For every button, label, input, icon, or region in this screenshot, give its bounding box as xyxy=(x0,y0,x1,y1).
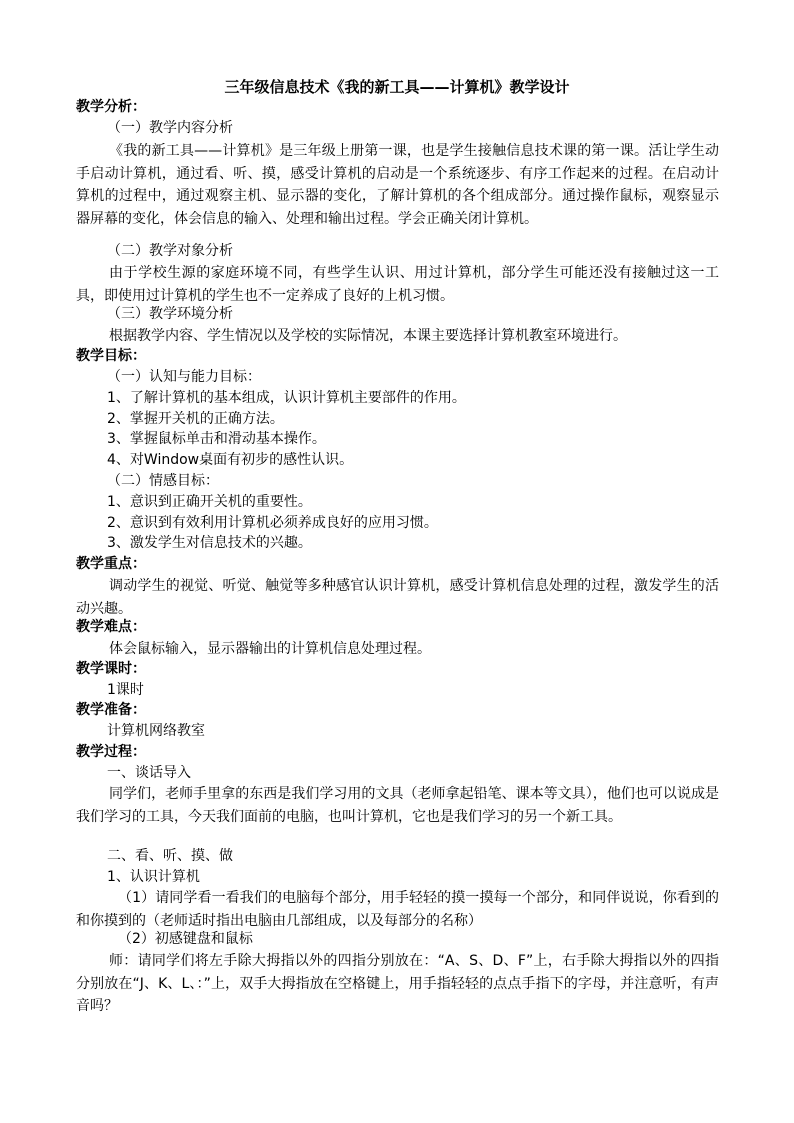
paragraph-step-2-1: （1）请同学看一看我们的电脑每个部分，用手轻轻的摸一摸每一个部分，和同伴说说，你看到的和你摸到的（老师适时指出电脑由几部组成，以及每部分的名称） xyxy=(76,890,719,929)
paragraph-difficulties: 体会鼠标输入，显示器输出的计算机信息处理过程。 xyxy=(109,641,431,657)
paragraph-content-analysis: 《我的新工具——计算机》是三年级上册第一课，也是学生接触信息技术课的第一课。活让学生动手启动计算机，通过看、听、摸，感受计算机的启动是一个系统逐步、有序工作起来的过程。在启动计算机的过程中，通过观察主机、显示器的变化，了解计算机的各个组成部分。通过操作鼠标，观察显示器屏幕的变化，体会信息的输入、处理和输出过程。学会正确关闭计算机。 xyxy=(76,143,719,227)
paragraph-key-points: 调动学生的视觉、听觉、触觉等多种感官认识计算机，感受计算机信息处理的过程，激发学生的活动兴趣。 xyxy=(76,578,719,617)
paragraph-step-2-2: 师：请同学们将左手除大拇指以外的四指分别放在：“A、S、D、F”上，右手除大拇指以外的四指分别放在“J、K、L、：”上，双手大拇指放在空格键上，用手指轻轻的点点手指下的字母，并注意听，有声音吗？ xyxy=(76,953,719,1014)
paragraph-object-analysis: 由于学校生源的家庭环境不同，有些学生认识、用过计算机，部分学生可能还没有接触过这一工具，即使用过计算机的学生也不一定养成了良好的上机习惯。 xyxy=(76,265,719,304)
paragraph-step-1: 同学们，老师手里拿的东西是我们学习用的文具（老师拿起铅笔、课本等文具），他们也可以说成是我们学习的工具，今天我们面前的电脑，也叫计算机，它也是我们学习的另一个新工具。 xyxy=(76,786,719,825)
document-page: 三年级信息技术《我的新工具——计算机》教学设计 教学分析： （一）教学内容分析 《我的新工具——计算机》是三年级上册第一课，也是学生接触信息技术课的第一课。活让学生动手启动计算机，通过看、听、摸，感受计算机的启动是一个系统逐步、有序工作起来的过程。在启动计算机的过程中，通过观察主机、显示器的变化，了解计算机的各个组成部分。通过操作鼠标，观察显示器屏幕的变化，体会信息的输入、处理和输出过程。学会正确关闭计算机。 （二）教学对象分析 由于学校生源的家庭环境不同，有些学生认识、用过计算机，部分学生可能还没有接触过这一工具，即使用过计算机的学生也不一定养成了良好的上机习惯。 （三）教学环境分析 根据教学内容、学生情况以及学校的实际情况，本课主要选择计算机教室环境进行。 教学目标： （一）认知与能力目标： 1、了解计算机的基本组成，认识计算机主要部件的作用。 2、掌握开关机的正确方法。 3、掌握鼠标单击和滑动基本操作。 4、对Window桌面有初步的感性认识。 （二）情感目标： 1、意识到正确开关机的重要性。 2、意识到有效利用计算机必须养成良好的应用习惯。 3、激发学生对信息技术的兴趣。 教学重点： 调动学生的视觉、听觉、触觉等多种感官认识计算机，感受计算机信息处理的过程，激发学生的活动兴趣。 教学难点： 体会鼠标输入，显示器输出的计算机信息处理过程。 教学课时： 1课时 教学准备： 计算机网络教室 教学过程： 一、谈话导入 同学们，老师手里拿的东西是我们学习用的文具（老师拿起铅笔、课本等文具），他们也可以说成是我们学习的工具，今天我们面前的电脑，也叫计算机，它也是我们学习的另一个新工具。 二、看、听、摸、做 1、认识计算机 （1）请同学看一看我们的电脑每个部分，用手轻轻的摸一摸每一个部分，和同伴说说，你看到的和你摸到的（老师适时指出电脑由几部组成，以及每部分的名称） （2）初感键盘和鼠标 师：请同学们将左手除大拇指以外的四指分别放在：“A、S、D、F”上，右手除大拇指以外的四指分别放在“J、K、L、：”上，双手大拇指放在空格键上，用手指轻轻的点点手指下的字母，并注意听，有声音吗？ xyxy=(0,0,794,1123)
paragraph-environment-analysis: 根据教学内容、学生情况以及学校的实际情况，本课主要选择计算机教室环境进行。 xyxy=(109,328,627,344)
document-title: 三年级信息技术《我的新工具——计算机》教学设计 xyxy=(224,78,570,96)
